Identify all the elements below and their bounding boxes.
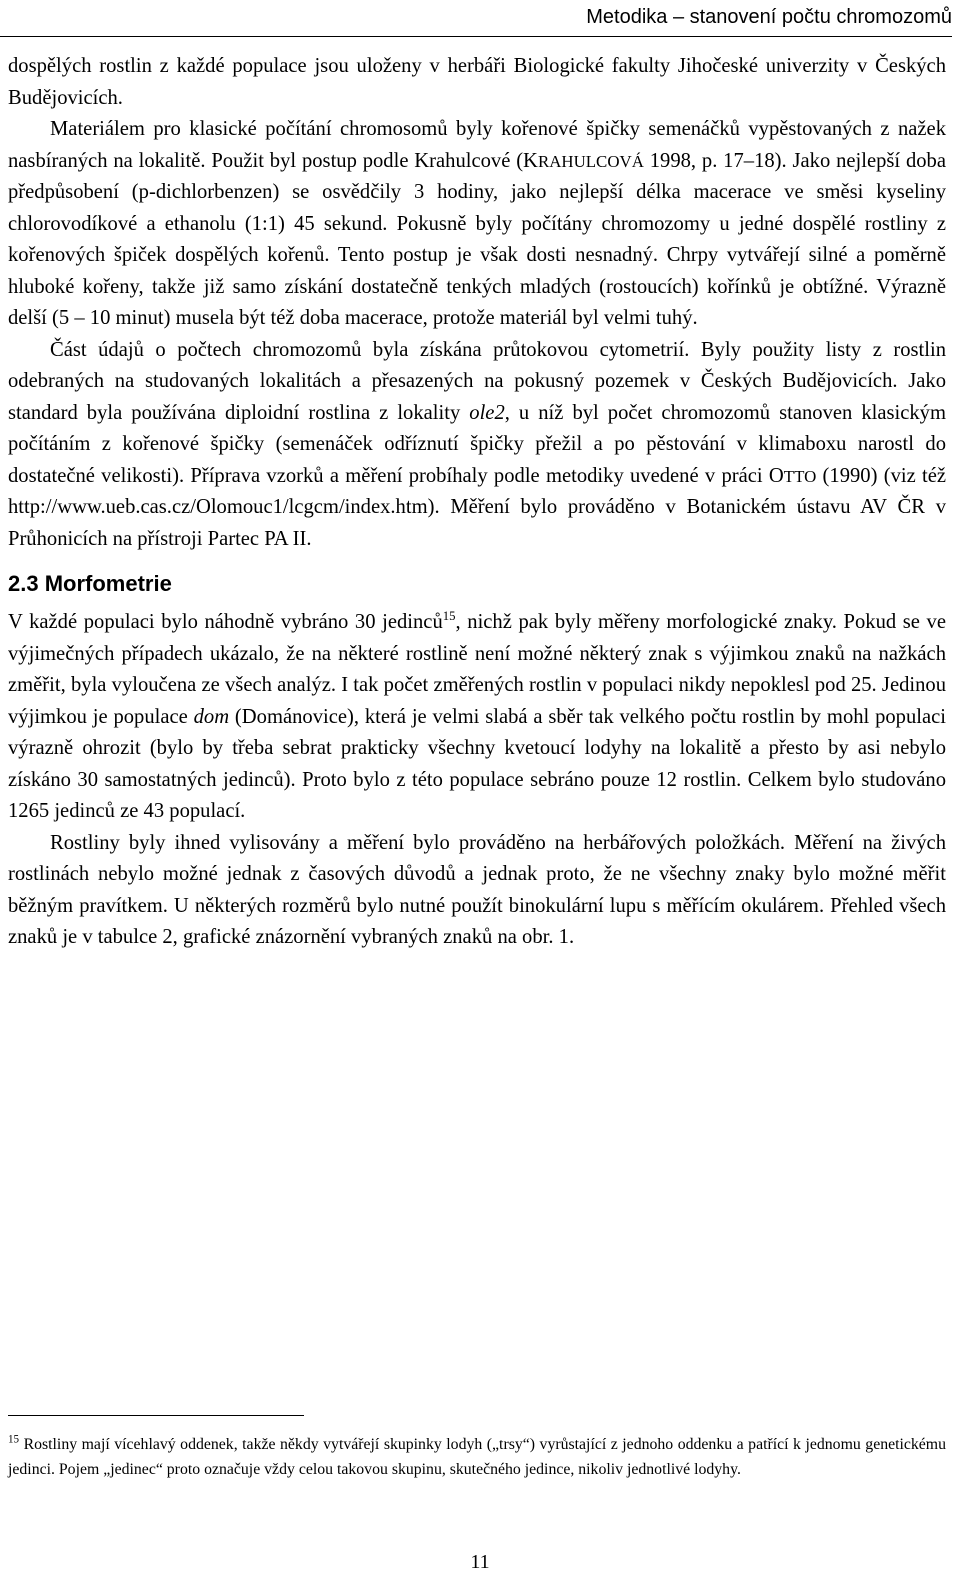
text-run: 1998, p. 17–18). Jako nejlepší doba předpůsobení (p-dichlorbenzen) se osvědčily 3 hodiny, jako nejlepší délka macerace ve směsi kyseliny chlorovodíkové a ethanolu (1:1) 45 sekund. Pokusně byly počítány chromozomy u jedné dospělé rostliny z kořenových špiček dospělých kořenů. Tento postup je však dosti nesnadný. Chrpy vytvářejí silné a poměrně hluboké kořeny, takže již samo získání dostatečně tenkých mladých (rostoucích) kořínků je obtížné. Výrazně delší (5 – 10 minut) musela být též doba macerace, protože materiál byl velmi tuhý. (8, 149, 946, 329)
main-content (8, 51, 946, 954)
locality-code: ole2 (469, 401, 505, 424)
text-run: Část údajů o počtech chromozomů byla získána průtokovou cytometrií. Byly použity listy z rostlin odebraných na studovaných lokalitách a přesazených na pokusný pozemek v Českých Budějovicích. Jako standard byla používána diploidní rostlina z lokality (8, 338, 946, 424)
text-run: V každé populaci bylo náhodně vybráno 30 jedinců (8, 611, 443, 633)
author-smallcaps: TTO (783, 466, 817, 486)
paragraph-sampling (8, 607, 946, 828)
paragraph-measurement: Rostliny byly ihned vylisovány a měření bylo prováděno na herbářových položkách. Měření na živých rostlinách nebylo možné jednak z časových důvodů a jednak proto, že ne všechny znaky bylo možné měřit běžným pravítkem. U některých rozměrů bylo nutné použít binokulární lupu s měřícím okulárem. Přehled všech znaků je v tabulce 2, grafické znázornění vybraných znaků na obr. 1. (8, 831, 946, 948)
footnote-reference: 15 (442, 609, 456, 624)
author-smallcaps: RAHULCOVÁ (537, 151, 644, 171)
footnote (8, 1432, 946, 1482)
paragraph-chromosome-counting (8, 114, 946, 335)
text-run: (1990) (viz též http://www.ueb.cas.cz/Olomouc1/lcgcm/index.htm). Měření bylo prováděno v Botanickém ústavu AV ČR v Průhonicích na přístroji Partec PA II. (8, 464, 946, 550)
text-run: (Dománovice), která je velmi slabá a sběr tak velkého počtu rostlin by mohl populaci výrazně ohrozit (bylo by třeba sebrat prakticky všechny kvetoucí lodyhy na lokalitě a přesto by asi nebylo získáno 30 samostatných jedinců). Proto bylo z této populace sebráno pouze 12 rostlin. Celkem bylo studováno 1265 jedinců ze 43 populací. (8, 705, 946, 822)
text-run: Materiálem pro klasické počítání chromosomů byly kořenové špičky semenáčků vypěstovaných z nažek nasbíraných na lokalitě. Použit byl postup podle Krahulcové (K (8, 118, 946, 172)
text-run: , u níž byl počet chromozomů stanoven klasickým počítáním z kořenové špičky (semenáček odříznutí špičky přežil a po pěstování v klimaboxu narostl do dostatečné velikosti). Příprava vzorků a měření probíhaly podle metodiky uvedené v práci O (8, 401, 946, 487)
running-header: Metodika – stanovení počtu chromozomů (586, 6, 952, 28)
population-code: dom (193, 705, 230, 728)
paragraph-flow-cytometry (8, 335, 946, 556)
footnote-text: Rostliny mají vícehlavý oddenek, takže někdy vytvářejí skupinky lodyh („trsy“) vyrůstající z jednoho oddenku a patřící k jednomu genetickému jedinci. Pojem „jedinec“ proto označuje vždy celou takovou skupinu, skutečného jedince, nikoliv jednotlivé lodyhy. (8, 1436, 946, 1478)
text-run: , nichž pak byly měřeny morfologické znaky. Pokud se ve výjimečných případech ukázalo, že na některé rostlině není možné některý znak s výjimkou znaků na nažkách změřit, byla vyloučena ze všech analýz. I tak počet změřených rostlin v populaci nikdy nepoklesl pod 25. Jedinou výjimkou je populace (8, 611, 946, 728)
footnote-number: 15 (8, 1433, 20, 1446)
page-number: 11 (470, 1551, 490, 1573)
header-rule (0, 36, 952, 37)
paragraph-herbarium: dospělých rostlin z každé populace jsou uloženy v herbáři Biologické fakulty Jihočeské univerzity v Českých Budějovicích. (8, 55, 946, 109)
section-heading: 2.3 Morfometrie (8, 571, 172, 596)
footnote-rule (8, 1415, 304, 1416)
